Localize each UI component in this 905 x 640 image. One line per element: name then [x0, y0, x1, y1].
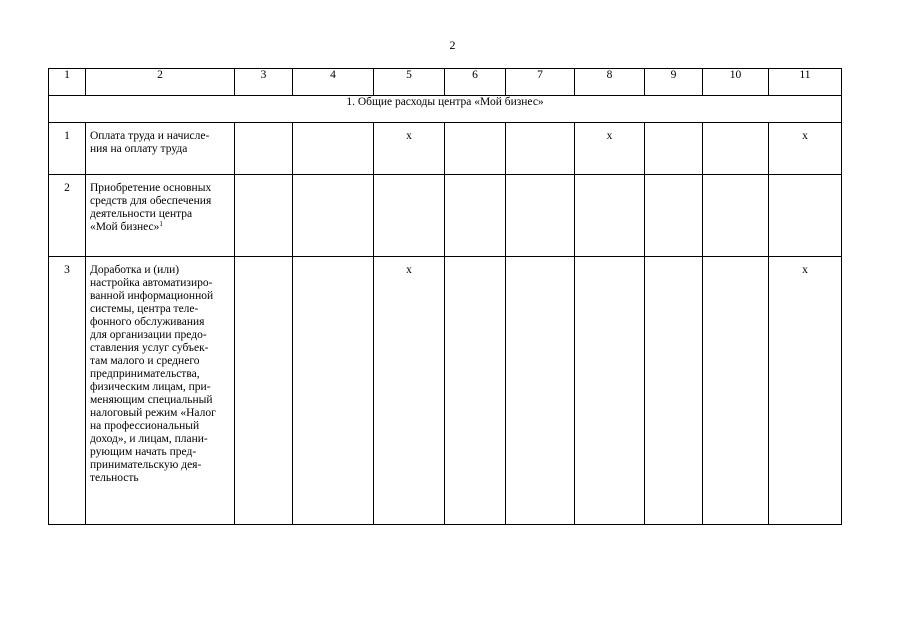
page-number: 2	[449, 38, 456, 52]
table-cell	[506, 175, 575, 257]
column-header: 4	[293, 69, 374, 96]
description-line: меняющим специальный	[90, 394, 213, 406]
header-row	[49, 69, 842, 96]
column-header: 1	[49, 69, 86, 96]
description-line: «Мой бизнес»	[90, 221, 160, 233]
table-cell	[235, 123, 293, 175]
description-line: деятельности центра	[90, 208, 193, 220]
expenses-table	[48, 68, 842, 525]
row-description	[86, 123, 235, 175]
table-cell	[235, 257, 293, 525]
table-cell	[645, 175, 703, 257]
description-line: фонного обслуживания	[90, 316, 205, 328]
table-cell	[506, 123, 575, 175]
description-line: рующим начать пред-	[90, 446, 197, 458]
description-line: Оплата труда и начисле-	[90, 130, 210, 142]
table-cell	[645, 123, 703, 175]
column-header: 3	[235, 69, 293, 96]
description-line: на профессиональный	[90, 420, 200, 432]
row-number: 1	[49, 123, 86, 175]
table-cell	[575, 257, 645, 525]
column-header: 9	[645, 69, 703, 96]
table-cell	[445, 175, 506, 257]
column-header: 7	[506, 69, 575, 96]
table-row	[49, 257, 842, 525]
column-header: 5	[374, 69, 445, 96]
row-description	[86, 175, 235, 257]
table-cell: x	[374, 257, 445, 525]
description-line: Доработка и (или)	[90, 264, 180, 276]
table-cell: x	[575, 123, 645, 175]
row-number: 2	[49, 175, 86, 257]
table-cell	[293, 123, 374, 175]
table-cell	[703, 257, 769, 525]
table-cell	[445, 123, 506, 175]
description-line: принимательскую дея-	[90, 459, 202, 471]
table-cell	[506, 257, 575, 525]
table-row	[49, 123, 842, 175]
column-header: 11	[769, 69, 842, 96]
description-line: доход», и лицам, плани-	[90, 433, 208, 445]
column-header: 2	[86, 69, 235, 96]
table-cell	[703, 123, 769, 175]
description-line-with-footnote	[90, 221, 231, 234]
description-line: тельность	[90, 472, 139, 484]
section-title: 1. Общие расходы центра «Мой бизнес»	[49, 96, 842, 123]
description-line: ванной информационной	[90, 290, 214, 302]
row-description	[86, 257, 235, 525]
description-line: ставления услуг субъек-	[90, 342, 209, 354]
row-number: 3	[49, 257, 86, 525]
description-line: предпринимательства,	[90, 368, 200, 380]
table-cell	[374, 175, 445, 257]
description-line: Приобретение основных	[90, 182, 212, 194]
description-line: настройка автоматизиро-	[90, 277, 213, 289]
table-cell	[645, 257, 703, 525]
table-cell	[769, 175, 842, 257]
column-header: 6	[445, 69, 506, 96]
table-cell: x	[769, 257, 842, 525]
description-line: для организации предо-	[90, 329, 207, 341]
column-header: 8	[575, 69, 645, 96]
description-line: налоговый режим «Налог	[90, 407, 216, 419]
table-cell	[293, 257, 374, 525]
table-cell	[445, 257, 506, 525]
description-line: ния на оплату труда	[90, 143, 188, 155]
description-line: там малого и среднего	[90, 355, 200, 367]
footnote-marker: 1	[159, 220, 163, 228]
table-cell	[703, 175, 769, 257]
table-cell: x	[374, 123, 445, 175]
table-row	[49, 175, 842, 257]
table-cell: x	[769, 123, 842, 175]
description-line: средств для обеспечения	[90, 195, 212, 207]
column-header: 10	[703, 69, 769, 96]
table-cell	[235, 175, 293, 257]
description-line: системы, центра теле-	[90, 303, 199, 315]
table-cell	[575, 175, 645, 257]
table-cell	[293, 175, 374, 257]
section-row	[49, 96, 842, 123]
description-line: физическим лицам, при-	[90, 381, 211, 393]
